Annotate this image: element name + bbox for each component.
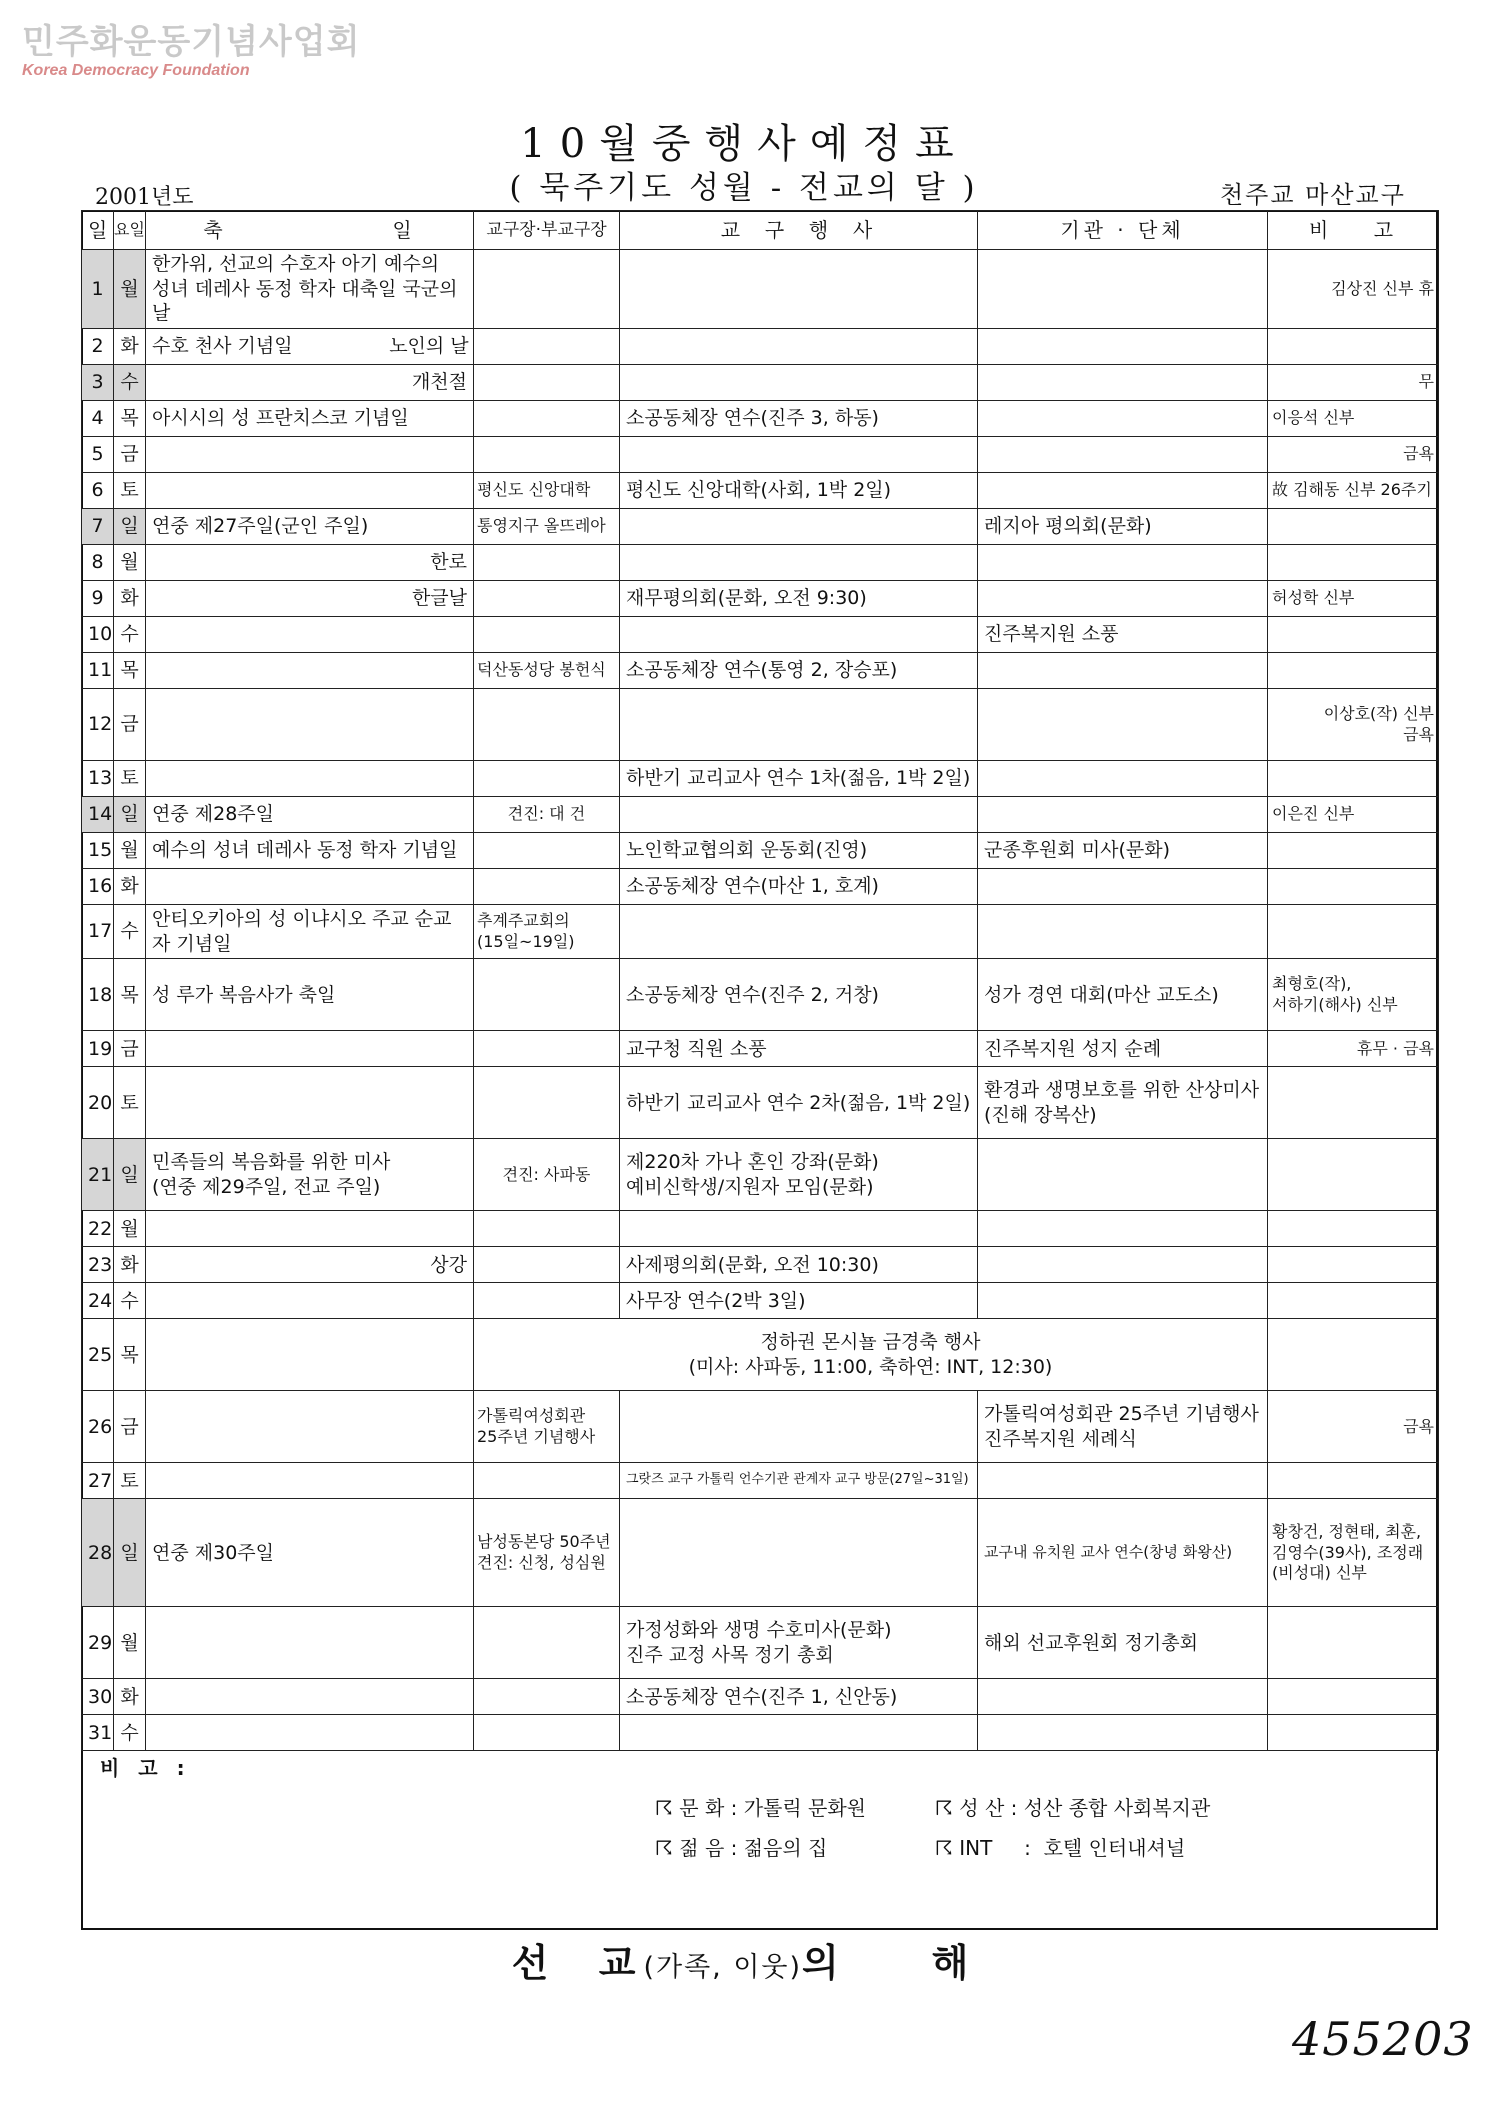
organization-cell <box>978 365 1268 401</box>
organization-cell: 성가 경연 대회(마산 교도소) <box>978 959 1268 1031</box>
organization-cell <box>978 1247 1268 1283</box>
diocese-label: 천주교 마산교구 <box>1220 181 1406 209</box>
notes-cell: 이은진 신부 <box>1268 797 1439 833</box>
organization-cell <box>978 437 1268 473</box>
feast-cell: 수호 천사 기념일 노인의 날 <box>146 329 474 365</box>
diocese-event-cell: 하반기 교리교사 연수 1차(젊음, 1박 2일) <box>620 761 978 797</box>
feast-cell <box>146 1319 474 1391</box>
weekday: 일 <box>114 509 146 545</box>
notes-cell <box>1268 1283 1439 1319</box>
notes-cell: 휴무 · 금욕 <box>1268 1031 1439 1067</box>
bishop-cell <box>474 1211 620 1247</box>
table-row <box>82 761 1439 797</box>
table-row <box>82 1247 1439 1283</box>
slogan-part-2: (가족, 이웃) <box>643 1952 803 1983</box>
diocese-event-cell: 사무장 연수(2박 3일) <box>620 1283 978 1319</box>
feast-cell <box>146 1391 474 1463</box>
organization-cell <box>978 1211 1268 1247</box>
table-row <box>82 1283 1439 1319</box>
legend-youth: ☈ 젊 음 : 젊음의 집 <box>655 1836 828 1860</box>
diocese-event-cell: 소공동체장 연수(마산 1, 호계) <box>620 869 978 905</box>
day-number: 17 <box>82 905 114 959</box>
diocese-event-cell: 가정성화와 생명 수호미사(문화) 진주 교정 사목 정기 총회 <box>620 1607 978 1679</box>
legend-int: ☈ INT : 호텔 인터내셔널 <box>935 1836 1186 1860</box>
organization-cell <box>978 653 1268 689</box>
notes-cell <box>1268 545 1439 581</box>
organization-cell: 교구내 유치원 교사 연수(창녕 화왕산) <box>978 1499 1268 1607</box>
weekday: 목 <box>114 653 146 689</box>
notes-cell: 허성학 신부 <box>1268 581 1439 617</box>
weekday: 수 <box>114 365 146 401</box>
organization-cell <box>978 329 1268 365</box>
bishop-cell <box>474 1679 620 1715</box>
table-row <box>82 545 1439 581</box>
weekday: 토 <box>114 1463 146 1499</box>
weekday: 일 <box>114 1499 146 1607</box>
organization-cell <box>978 1715 1268 1751</box>
diocese-event-cell: 재무평의회(문화, 오전 9:30) <box>620 581 978 617</box>
organization-cell: 진주복지원 성지 순례 <box>978 1031 1268 1067</box>
weekday: 목 <box>114 1319 146 1391</box>
notes-cell <box>1268 833 1439 869</box>
weekday: 월 <box>114 1211 146 1247</box>
feast-cell: 예수의 성녀 데레사 동정 학자 기념일 <box>146 833 474 869</box>
bishop-cell <box>474 1031 620 1067</box>
feast-cell: 한글날 <box>146 581 474 617</box>
table-row <box>82 1319 1439 1391</box>
diocese-event-cell: 소공동체장 연수(진주 1, 신안동) <box>620 1679 978 1715</box>
bishop-cell <box>474 1607 620 1679</box>
table-row <box>82 833 1439 869</box>
notes-cell <box>1268 1067 1439 1139</box>
weekday: 수 <box>114 905 146 959</box>
notes-cell <box>1268 1247 1439 1283</box>
day-number: 11 <box>82 653 114 689</box>
footer-notes-label: 비 고 : <box>100 1756 191 1780</box>
diocese-event-cell <box>620 689 978 761</box>
schedule-table <box>81 210 1439 1751</box>
notes-cell <box>1268 1139 1439 1211</box>
notes-cell <box>1268 1319 1439 1391</box>
table-row <box>82 1715 1439 1751</box>
organization-cell: 해외 선교후원회 정기총회 <box>978 1607 1268 1679</box>
feast-cell <box>146 869 474 905</box>
bishop-cell: 견진: 사파동 <box>474 1139 620 1211</box>
feast-cell: 성 루가 복음사가 축일 <box>146 959 474 1031</box>
notes-cell: 금욕 <box>1268 1391 1439 1463</box>
bishop-cell <box>474 689 620 761</box>
diocese-event-cell: 그랏즈 교구 가톨릭 언수기관 관계자 교구 방문(27일~31일) <box>620 1463 978 1499</box>
day-number: 7 <box>82 509 114 545</box>
day-number: 5 <box>82 437 114 473</box>
weekday: 목 <box>114 401 146 437</box>
bishop-cell <box>474 329 620 365</box>
day-number: 1 <box>82 250 114 329</box>
bishop-cell <box>474 545 620 581</box>
notes-cell <box>1268 1715 1439 1751</box>
notes-cell: 이응석 신부 <box>1268 401 1439 437</box>
diocese-event-cell: 노인학교협의회 운동회(진영) <box>620 833 978 869</box>
bishop-cell: 통영지구 올뜨레아 <box>474 509 620 545</box>
weekday: 금 <box>114 1031 146 1067</box>
weekday: 금 <box>114 437 146 473</box>
diocese-event-cell <box>620 617 978 653</box>
notes-cell <box>1268 869 1439 905</box>
table-row <box>82 1031 1439 1067</box>
bishop-cell <box>474 617 620 653</box>
weekday: 수 <box>114 1283 146 1319</box>
notes-cell <box>1268 1607 1439 1679</box>
table-row <box>82 689 1439 761</box>
feast-cell: 한가위, 선교의 수호자 아기 예수의 성녀 데레사 동정 학자 대축일 국군의 날 <box>146 250 474 329</box>
diocese-event-cell <box>620 1211 978 1247</box>
bishop-cell <box>474 1715 620 1751</box>
feast-cell: 연중 제28주일 <box>146 797 474 833</box>
weekday: 화 <box>114 1247 146 1283</box>
year-label: 2001년도 <box>95 185 194 210</box>
organization-cell <box>978 1139 1268 1211</box>
organization-cell <box>978 689 1268 761</box>
table-row <box>82 1463 1439 1499</box>
feast-cell <box>146 689 474 761</box>
diocese-event-cell <box>620 365 978 401</box>
day-number: 10 <box>82 617 114 653</box>
day-number: 22 <box>82 1211 114 1247</box>
table-row <box>82 1391 1439 1463</box>
day-number: 2 <box>82 329 114 365</box>
feast-cell <box>146 1463 474 1499</box>
notes-cell <box>1268 509 1439 545</box>
col-header-weekday: 요일 <box>114 211 146 250</box>
col-header-day: 일 <box>82 211 114 250</box>
diocese-event-cell: 소공동체장 연수(진주 3, 하동) <box>620 401 978 437</box>
table-row <box>82 581 1439 617</box>
weekday: 금 <box>114 1391 146 1463</box>
weekday: 화 <box>114 1679 146 1715</box>
table-row <box>82 509 1439 545</box>
bishop-cell <box>474 869 620 905</box>
bishop-cell <box>474 401 620 437</box>
day-number: 29 <box>82 1607 114 1679</box>
feast-cell <box>146 437 474 473</box>
notes-cell: 금욕 <box>1268 437 1439 473</box>
day-number: 15 <box>82 833 114 869</box>
diocese-event-cell: 사제평의회(문화, 오전 10:30) <box>620 1247 978 1283</box>
organization-cell <box>978 1283 1268 1319</box>
organization-cell <box>978 1463 1268 1499</box>
bishop-cell: 덕산동성당 봉헌식 <box>474 653 620 689</box>
legend-culture: ☈ 문 화 : 가톨릭 문화원 <box>655 1796 867 1820</box>
day-number: 8 <box>82 545 114 581</box>
table-row <box>82 401 1439 437</box>
watermark-english: Korea Democracy Foundation <box>22 62 250 79</box>
feast-cell: 연중 제30주일 <box>146 1499 474 1607</box>
bishop-cell <box>474 1283 620 1319</box>
feast-cell <box>146 653 474 689</box>
col-header-feast: 축 일 <box>146 211 474 250</box>
diocese-event-cell <box>620 509 978 545</box>
weekday: 화 <box>114 581 146 617</box>
document-number: 455203 <box>1292 2012 1474 2066</box>
diocese-event-cell: 제220차 가나 혼인 강좌(문화) 예비신학생/지원자 모임(문화) <box>620 1139 978 1211</box>
day-number: 12 <box>82 689 114 761</box>
table-header-row <box>82 211 1439 250</box>
organization-cell: 군종후원회 미사(문화) <box>978 833 1268 869</box>
diocese-event-cell <box>620 1499 978 1607</box>
day-number: 3 <box>82 365 114 401</box>
table-row <box>82 1139 1439 1211</box>
feast-cell <box>146 1607 474 1679</box>
day-number: 30 <box>82 1679 114 1715</box>
organization-cell <box>978 905 1268 959</box>
day-number: 28 <box>82 1499 114 1607</box>
feast-cell <box>146 761 474 797</box>
bishop-cell <box>474 761 620 797</box>
table-row <box>82 1499 1439 1607</box>
bishop-cell <box>474 833 620 869</box>
bishop-cell <box>474 959 620 1031</box>
organization-cell <box>978 401 1268 437</box>
bishop-cell <box>474 1247 620 1283</box>
day-number: 4 <box>82 401 114 437</box>
diocese-event-cell <box>620 905 978 959</box>
bishop-cell: 남성동본당 50주년 견진: 신청, 성심원 <box>474 1499 620 1607</box>
slogan-part-3: 의 해 <box>802 1941 977 1985</box>
feast-cell: 상강 <box>146 1247 474 1283</box>
diocese-event-cell: 소공동체장 연수(진주 2, 거창) <box>620 959 978 1031</box>
bishop-cell <box>474 250 620 329</box>
table-row <box>82 905 1439 959</box>
bishop-cell <box>474 581 620 617</box>
table-row <box>82 473 1439 509</box>
col-header-notes: 비 고 <box>1268 211 1439 250</box>
day-number: 18 <box>82 959 114 1031</box>
diocese-event-cell: 평신도 신앙대학(사회, 1박 2일) <box>620 473 978 509</box>
weekday: 월 <box>114 833 146 869</box>
table-row <box>82 365 1439 401</box>
bishop-cell <box>474 1463 620 1499</box>
weekday: 토 <box>114 761 146 797</box>
table-row <box>82 329 1439 365</box>
page-subtitle: ( 묵주기도 성월 - 전교의 달 ) <box>509 170 979 206</box>
day-number: 13 <box>82 761 114 797</box>
table-row <box>82 617 1439 653</box>
day-number: 9 <box>82 581 114 617</box>
organization-cell <box>978 581 1268 617</box>
feast-cell: 안티오키아의 성 이냐시오 주교 순교자 기념일 <box>146 905 474 959</box>
diocese-event-cell <box>620 1391 978 1463</box>
col-header-diocese-events: 교 구 행 사 <box>620 211 978 250</box>
notes-cell: 이상호(작) 신부 금욕 <box>1268 689 1439 761</box>
feast-cell: 한로 <box>146 545 474 581</box>
notes-cell: 황창건, 정현태, 최훈, 김영수(39사), 조정래 (비성대) 신부 <box>1268 1499 1439 1607</box>
diocese-event-cell <box>620 1715 978 1751</box>
day-number: 31 <box>82 1715 114 1751</box>
notes-cell <box>1268 1463 1439 1499</box>
weekday: 수 <box>114 1715 146 1751</box>
day-number: 23 <box>82 1247 114 1283</box>
weekday: 토 <box>114 1067 146 1139</box>
day-number: 21 <box>82 1139 114 1211</box>
notes-cell <box>1268 1211 1439 1247</box>
day-number: 20 <box>82 1067 114 1139</box>
table-row <box>82 1607 1439 1679</box>
diocese-event-cell <box>620 250 978 329</box>
notes-cell: 김상진 신부 휴 <box>1268 250 1439 329</box>
diocese-event-cell <box>620 797 978 833</box>
organization-cell <box>978 1679 1268 1715</box>
watermark-korean: 민주화운동기념사업회 <box>22 22 361 62</box>
feast-cell <box>146 1211 474 1247</box>
table-row <box>82 1679 1439 1715</box>
organization-cell <box>978 250 1268 329</box>
bishop-cell <box>474 1067 620 1139</box>
col-header-bishop: 교구장·부교구장 <box>474 211 620 250</box>
feast-cell <box>146 1715 474 1751</box>
col-header-organizations: 기관 · 단체 <box>978 211 1268 250</box>
organization-cell <box>978 797 1268 833</box>
table-row <box>82 797 1439 833</box>
table-row <box>82 1067 1439 1139</box>
day-number: 16 <box>82 869 114 905</box>
day-number: 6 <box>82 473 114 509</box>
weekday: 일 <box>114 1139 146 1211</box>
weekday: 수 <box>114 617 146 653</box>
table-row <box>82 437 1439 473</box>
organization-cell: 환경과 생명보호를 위한 산상미사 (진해 장복산) <box>978 1067 1268 1139</box>
diocese-event-cell <box>620 437 978 473</box>
organization-cell: 가톨릭여성회관 25주년 기념행사 진주복지원 세례식 <box>978 1391 1268 1463</box>
bishop-cell <box>474 365 620 401</box>
weekday: 월 <box>114 1607 146 1679</box>
diocese-event-cell <box>620 329 978 365</box>
notes-cell: 무 <box>1268 365 1439 401</box>
feast-cell <box>146 1031 474 1067</box>
page-title: 10월중행사예정표 <box>520 121 968 167</box>
organization-cell <box>978 869 1268 905</box>
feast-cell <box>146 617 474 653</box>
weekday: 화 <box>114 869 146 905</box>
notes-cell <box>1268 653 1439 689</box>
merged-event-cell: 정하권 몬시뇰 금경축 행사 (미사: 사파동, 11:00, 축하연: INT, 12:30) <box>474 1319 1268 1391</box>
diocese-event-cell: 교구청 직원 소풍 <box>620 1031 978 1067</box>
notes-cell <box>1268 905 1439 959</box>
day-number: 26 <box>82 1391 114 1463</box>
weekday: 일 <box>114 797 146 833</box>
table-row <box>82 869 1439 905</box>
day-number: 25 <box>82 1319 114 1391</box>
table-row <box>82 1211 1439 1247</box>
diocese-event-cell: 소공동체장 연수(통영 2, 장승포) <box>620 653 978 689</box>
legend-seongsan: ☈ 성 산 : 성산 종합 사회복지관 <box>935 1796 1211 1820</box>
feast-cell <box>146 473 474 509</box>
weekday: 목 <box>114 959 146 1031</box>
bishop-cell: 평신도 신앙대학 <box>474 473 620 509</box>
day-number: 27 <box>82 1463 114 1499</box>
organization-cell: 레지아 평의회(문화) <box>978 509 1268 545</box>
diocese-event-cell: 하반기 교리교사 연수 2차(젊음, 1박 2일) <box>620 1067 978 1139</box>
weekday: 월 <box>114 250 146 329</box>
organization-cell <box>978 545 1268 581</box>
slogan <box>0 1932 1488 1987</box>
organization-cell <box>978 761 1268 797</box>
diocese-event-cell <box>620 545 978 581</box>
feast-cell: 연중 제27주일(군인 주일) <box>146 509 474 545</box>
bishop-cell: 견진: 대 건 <box>474 797 620 833</box>
notes-cell <box>1268 617 1439 653</box>
notes-cell <box>1268 329 1439 365</box>
notes-cell: 故 김해동 신부 26주기 <box>1268 473 1439 509</box>
feast-cell: 민족들의 복음화를 위한 미사 (연중 제29주일, 전교 주일) <box>146 1139 474 1211</box>
notes-cell <box>1268 761 1439 797</box>
weekday: 월 <box>114 545 146 581</box>
bishop-cell: 가톨릭여성회관 25주년 기념행사 <box>474 1391 620 1463</box>
feast-cell <box>146 1679 474 1715</box>
table-row <box>82 250 1439 329</box>
notes-cell: 최형호(작), 서하기(해사) 신부 <box>1268 959 1439 1031</box>
slogan-part-1: 선 교 <box>511 1941 644 1985</box>
organization-cell: 진주복지원 소풍 <box>978 617 1268 653</box>
feast-cell <box>146 1067 474 1139</box>
weekday: 토 <box>114 473 146 509</box>
bishop-cell: 추계주교회의 (15일~19일) <box>474 905 620 959</box>
day-number: 14 <box>82 797 114 833</box>
feast-cell <box>146 1283 474 1319</box>
notes-cell <box>1268 1679 1439 1715</box>
table-row <box>82 959 1439 1031</box>
day-number: 19 <box>82 1031 114 1067</box>
day-number: 24 <box>82 1283 114 1319</box>
weekday: 화 <box>114 329 146 365</box>
bishop-cell <box>474 437 620 473</box>
feast-cell: 개천절 <box>146 365 474 401</box>
table-row <box>82 653 1439 689</box>
feast-cell: 아시시의 성 프란치스코 기념일 <box>146 401 474 437</box>
weekday: 금 <box>114 689 146 761</box>
organization-cell <box>978 473 1268 509</box>
